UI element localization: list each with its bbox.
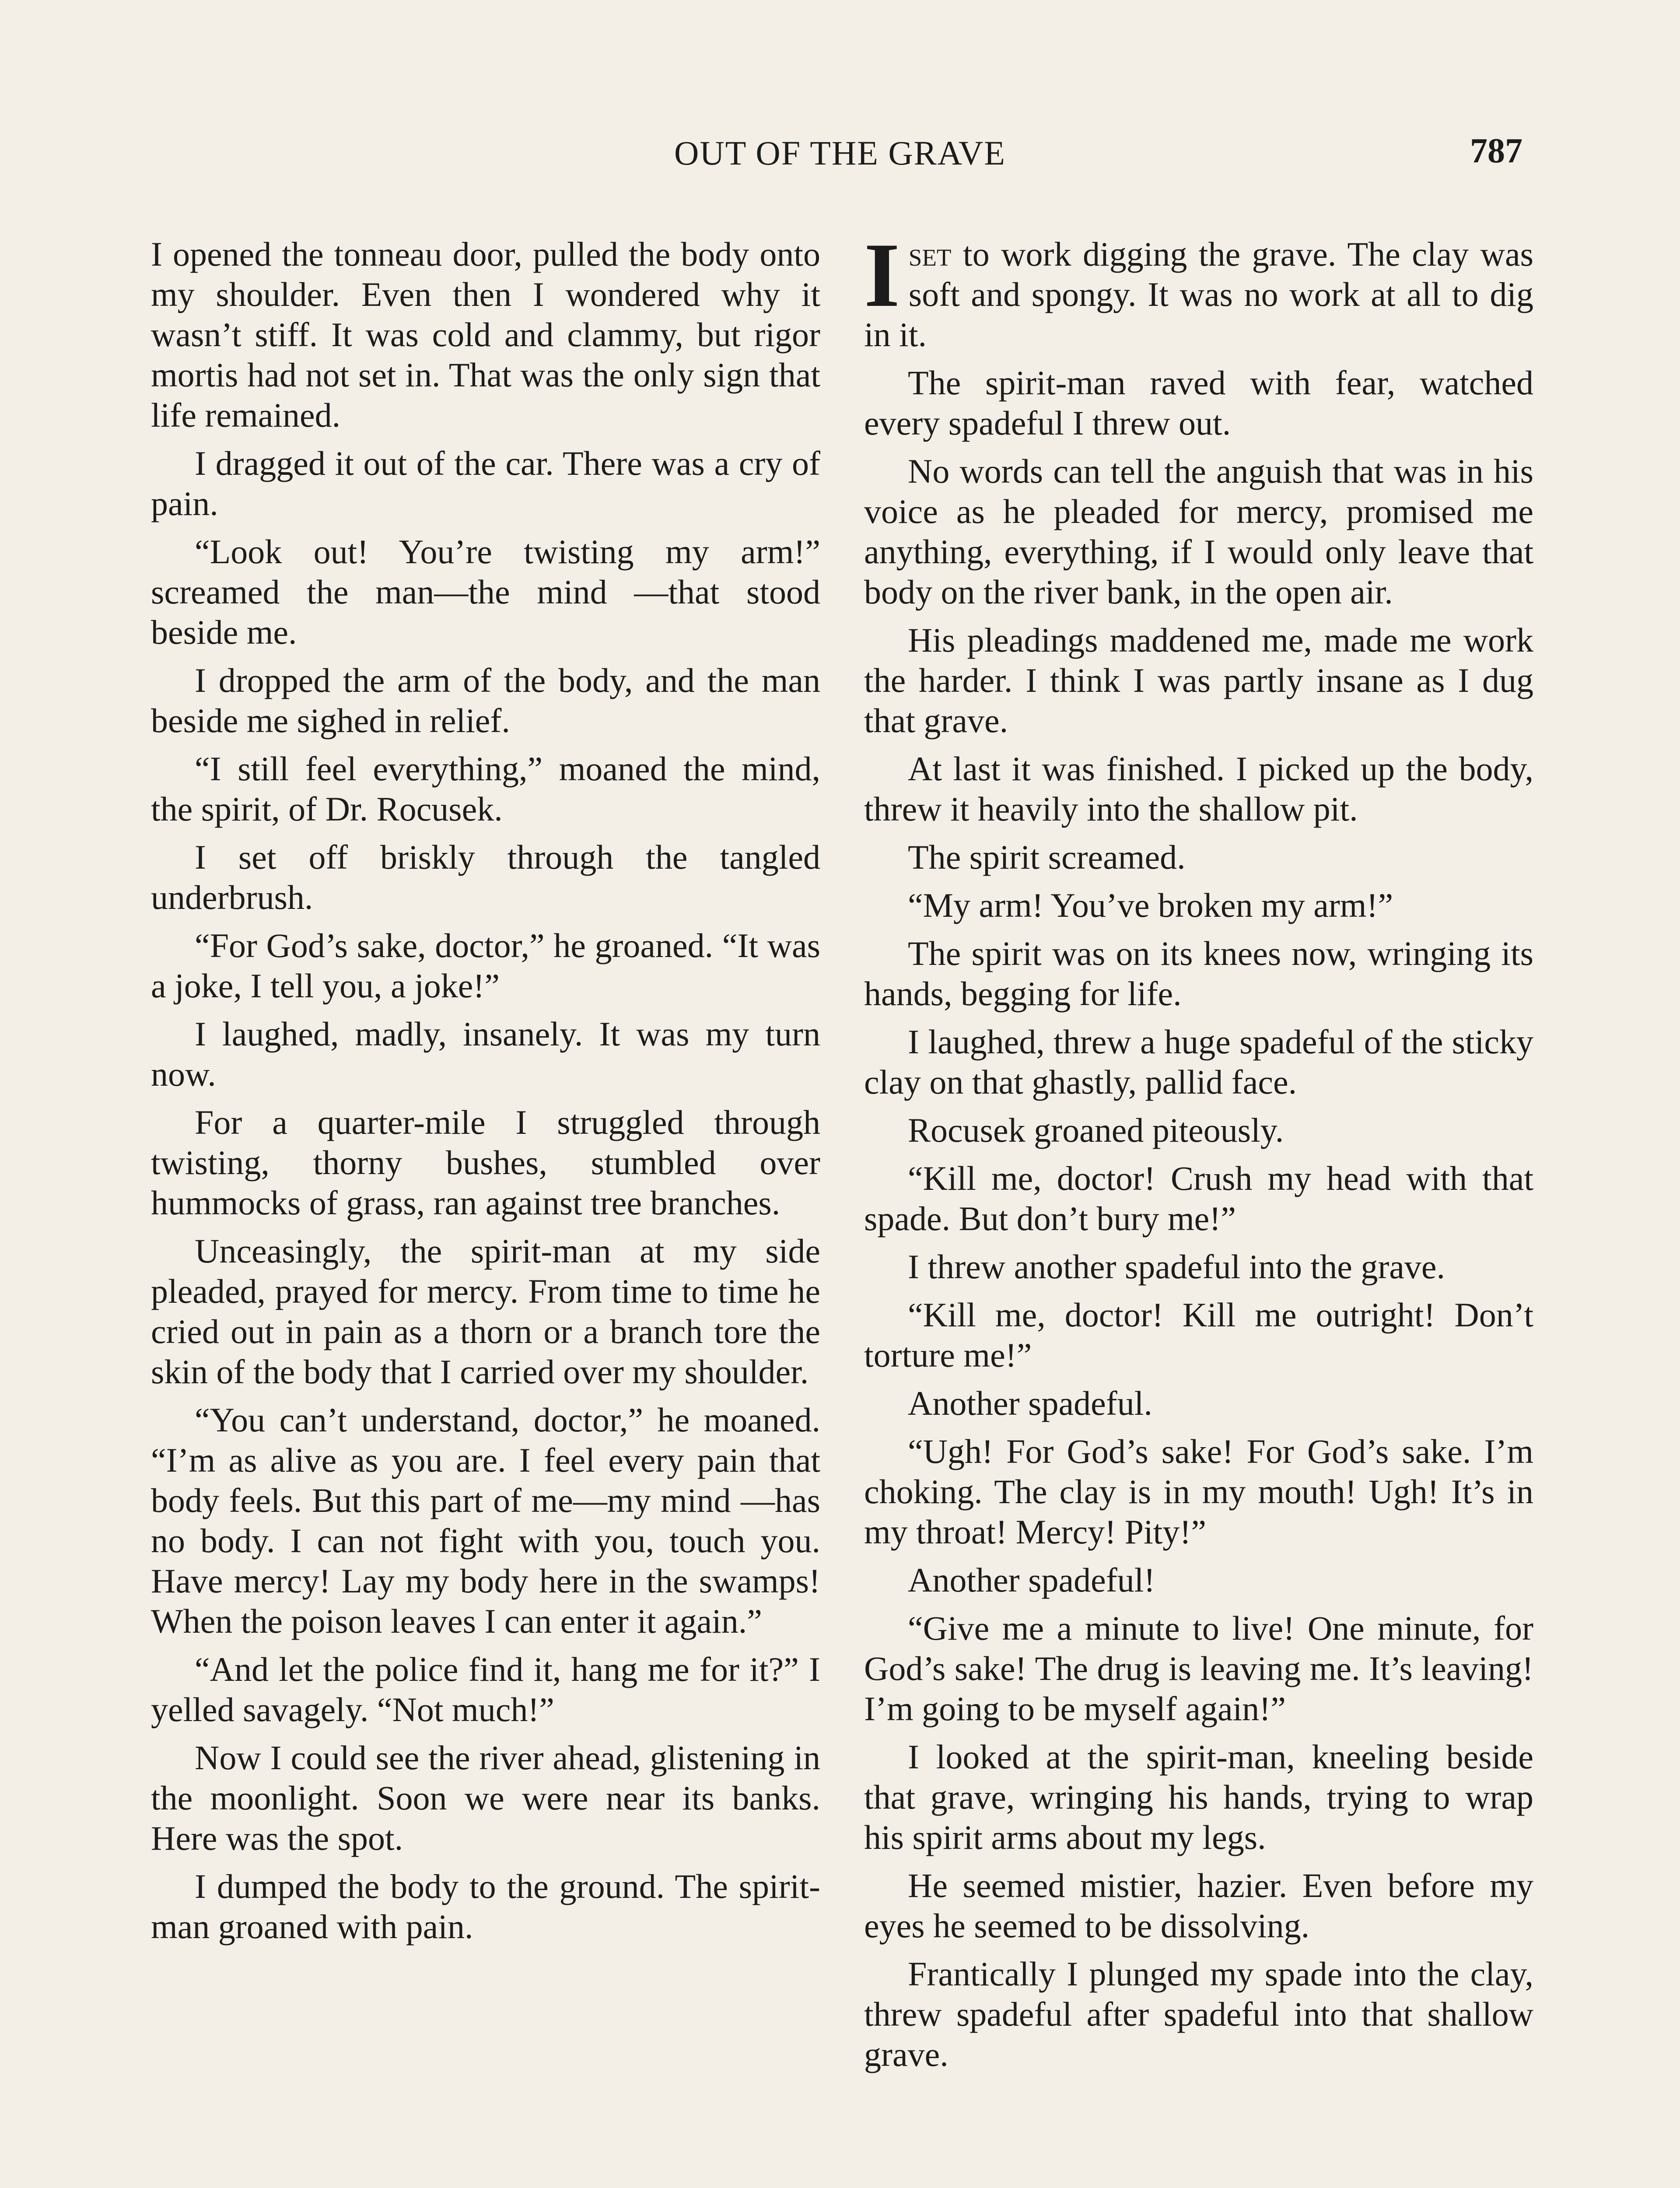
paragraph: I looked at the spirit-man, kneeling beside that grave, wringing his hands, trying to wrap his spirit arms about my legs. [864,1738,1533,1856]
paragraph: I opened the tonneau door, pulled the body onto my shoulder. Even then I wondered why it wasn’t stiff. It was cold and clammy, but rigor mortis had not set in. That was the only sign that life remained. [151,235,820,434]
paragraph: I set off briskly through the tangled underbrush. [151,838,820,916]
right-column [864,224,1533,2083]
paragraph: The spirit screamed. [908,838,1186,876]
page-number: 787 [1470,132,1522,170]
paragraph: Unceasingly, the spirit-man at my side pleaded, prayed for mercy. From time to time he cried out in pain as a thorn or a branch tore the skin of the body that I carried over my shoulder. [151,1232,820,1391]
paragraph: “Ugh! For God’s sake! For God’s sake. I’m choking. The clay is in my mouth! Ugh! It’s in my throat! Mercy! Pity!” [864,1432,1533,1551]
paragraph: “My arm! You’ve broken my arm!” [908,886,1393,924]
paragraph: For a quarter-mile I struggled through twisting, thorny bushes, stumbled over hummocks of grass, ran against tree branches. [151,1103,820,1222]
paragraph: “Kill me, doctor! Crush my head with that spade. But don’t bury me!” [864,1159,1533,1238]
paragraph: “And let the police find it, hang me for it?” I yelled savagely. “Not much!” [151,1650,820,1729]
paragraph: Frantically I plunged my spade into the clay, threw spadeful after spadeful into that shallow grave. [864,1955,1533,2073]
paragraph: I dragged it out of the car. There was a cry of pain. [151,444,820,522]
paragraph: No words can tell the anguish that was in his voice as he pleaded for mercy, promised me anything, everything, if I would only leave that body on the river bank, in the open air. [864,452,1533,611]
drop-cap: I [864,224,900,326]
paragraph: Another spadeful. [908,1384,1152,1422]
paragraph: I dropped the arm of the body, and the man beside me sighed in relief. [151,661,820,740]
paragraph: The spirit-man raved with fear, watched every spadeful I threw out. [864,364,1533,442]
opening-text: to work digging the grave. The clay was soft and spongy. It was no work at all to dig in it. [864,235,1533,354]
section-opening-paragraph [864,224,1533,355]
paragraph: “I still feel everything,” moaned the mind, the spirit, of Dr. Rocusek. [151,750,820,828]
paragraph: “Kill me, doctor! Kill me outright! Don’t torture me!” [864,1296,1533,1374]
paragraph: Now I could see the river ahead, glistening in the moonlight. Soon we were near its banks. Here was the spot. [151,1739,820,1857]
paragraph: I laughed, threw a huge spadeful of the sticky clay on that ghastly, pallid face. [864,1023,1533,1101]
paragraph: The spirit was on its knees now, wringing its hands, begging for life. [864,934,1533,1013]
paragraph: “Look out! You’re twisting my arm!” screamed the man—the mind —that stood beside me. [151,533,820,651]
paragraph: Rocusek groaned piteously. [908,1111,1284,1149]
paragraph: I threw another spadeful into the grave. [908,1248,1446,1286]
paragraph: I laughed, madly, insanely. It was my turn now. [151,1015,820,1093]
paragraph: His pleadings maddened me, made me work the harder. I think I was partly insane as I dug that grave. [864,621,1533,740]
paragraph: “Give me a minute to live! One minute, for God’s sake! The drug is leaving me. It’s leaving! I’m going to be myself again!” [864,1609,1533,1728]
left-column [151,234,820,1955]
paragraph: Another spadeful! [908,1561,1155,1599]
paragraph: “You can’t understand, doctor,” he moaned. “I’m as alive as you are. I feel every pain that body feels. But this part of me—my mind —has no body. I can not fight with you, touch you. Have mercy! Lay my body here in the swamps! When the poison leaves I can enter it again.” [151,1401,820,1640]
opening-smallcaps: set [908,235,952,273]
paragraph: “For God’s sake, doctor,” he groaned. “It was a joke, I tell you, a joke!” [151,926,820,1005]
running-head-title: OUT OF THE GRAVE [674,134,1006,172]
paragraph: He seemed mistier, hazier. Even before my eyes he seemed to be dissolving. [864,1866,1533,1945]
paragraph: At last it was finished. I picked up the body, threw it heavily into the shallow pit. [864,750,1533,828]
paragraph: I dumped the body to the ground. The spirit-man groaned with pain. [151,1867,820,1946]
